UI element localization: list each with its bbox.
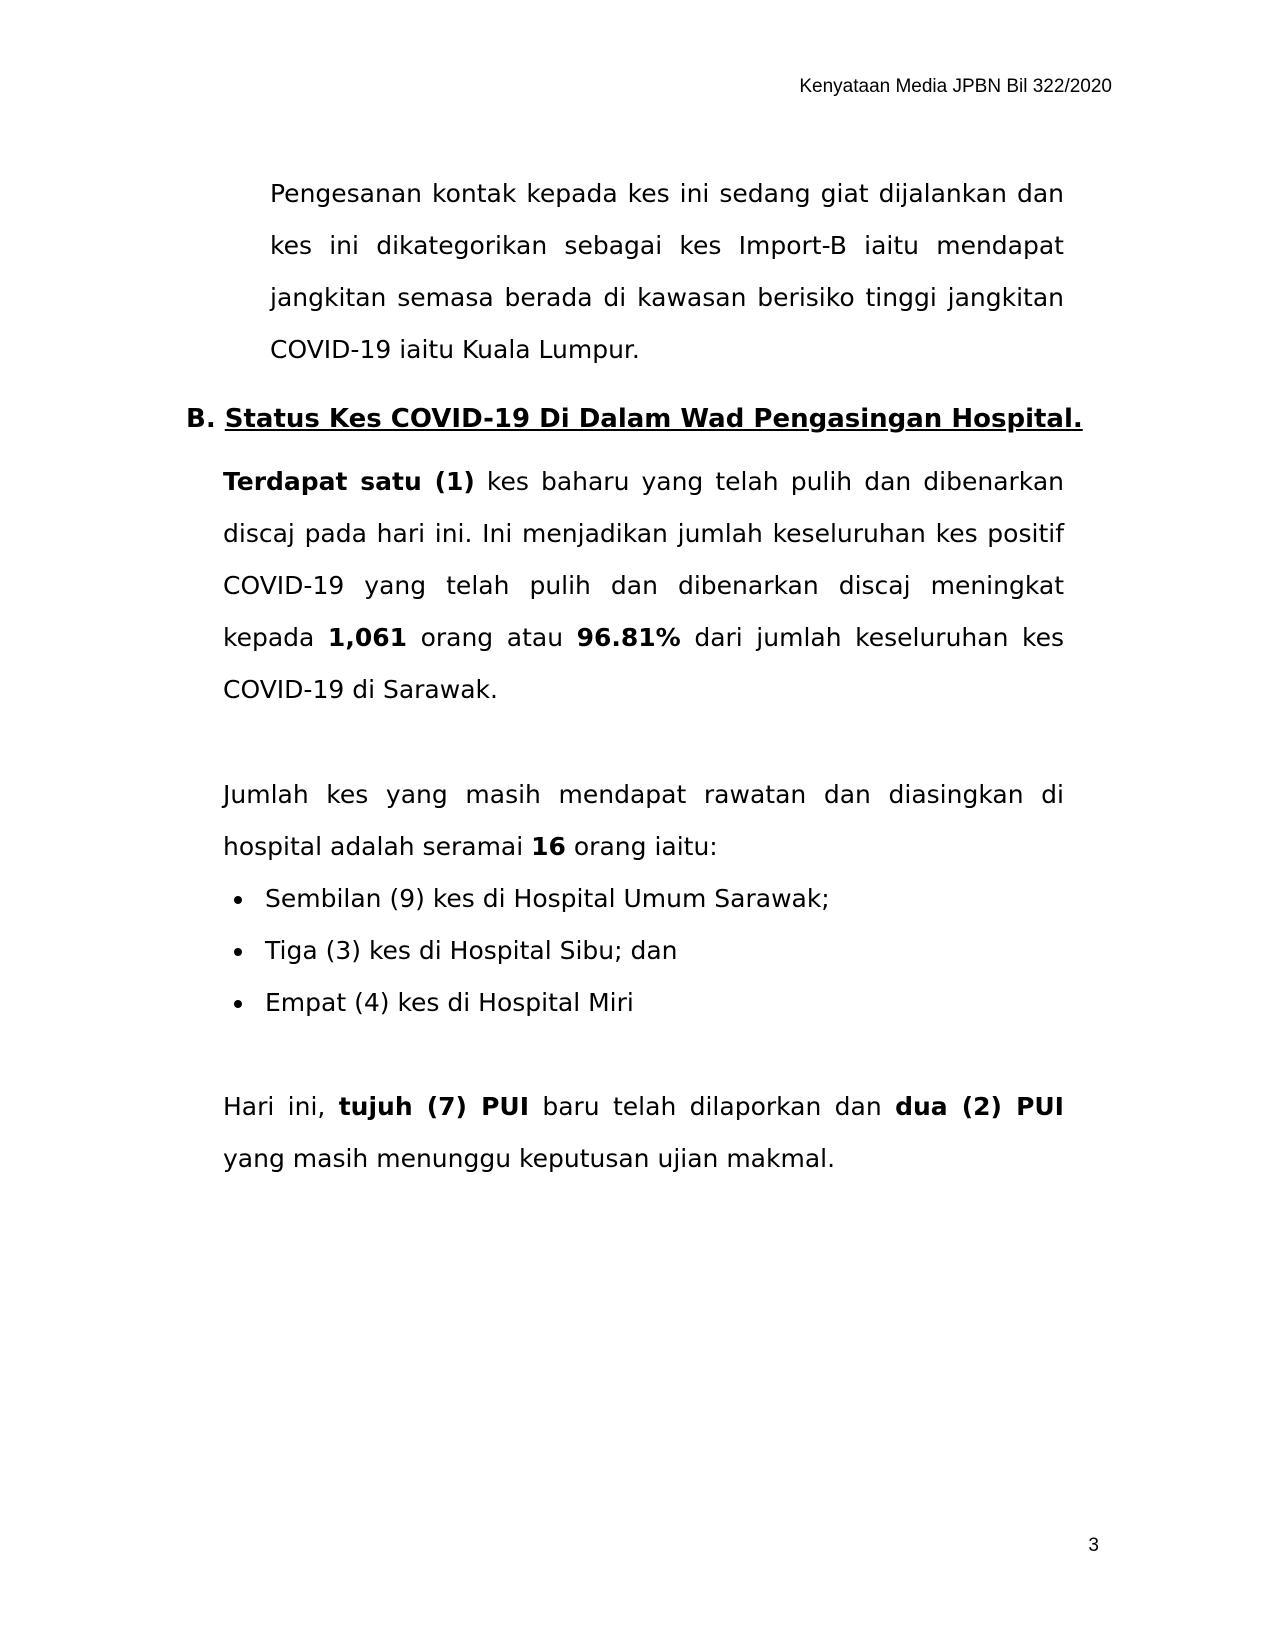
- bullet-icon: [234, 896, 242, 904]
- section-title: Status Kes COVID-19 Di Dalam Wad Pengasingan Hospital.: [224, 404, 1083, 434]
- paragraph-line: jangkitan semasa berada di kawasan berisiko tinggi jangkitan: [270, 283, 1064, 312]
- paragraph-line: Terdapat satu (1) kes baharu yang telah pulih dan dibenarkan: [223, 467, 1064, 496]
- section-marker: B.: [186, 404, 216, 434]
- paragraph-line: Pengesanan kontak kepada kes ini sedang giat dijalankan dan: [270, 179, 1064, 208]
- pending-pui-count: dua (2) PUI: [895, 1092, 1064, 1121]
- paragraph-line: hospital adalah seramai 16 orang iaitu:: [223, 832, 718, 861]
- paragraph-line: COVID-19 di Sarawak.: [223, 675, 498, 704]
- bullet-icon: [234, 948, 242, 956]
- list-item: Sembilan (9) kes di Hospital Umum Sarawak;: [223, 873, 830, 925]
- recovered-count: 1,061: [327, 623, 407, 652]
- paragraph-line: COVID-19 iaitu Kuala Lumpur.: [270, 335, 640, 364]
- paragraph-line: Jumlah kes yang masih mendapat rawatan dan diasingkan di: [223, 780, 1064, 809]
- list-item: Empat (4) kes di Hospital Miri: [223, 977, 830, 1029]
- contact-tracing-paragraph: [270, 168, 1064, 376]
- paragraph-line: COVID-19 yang telah pulih dan dibenarkan discaj meningkat: [223, 571, 1064, 600]
- paragraph-line: discaj pada hari ini. Ini menjadikan jumlah keseluruhan kes positif: [223, 519, 1064, 548]
- recovery-paragraph: [223, 456, 1064, 716]
- recovery-percentage: 96.81%: [576, 623, 681, 652]
- document-reference: Kenyataan Media JPBN Bil 322/2020: [799, 76, 1112, 97]
- hospital-case-list: [223, 873, 830, 1029]
- bullet-icon: [234, 1000, 242, 1008]
- section-b-heading: [186, 404, 1083, 434]
- paragraph-line: kepada 1,061 orang atau 96.81% dari jumlah keseluruhan kes: [223, 623, 1064, 652]
- list-item: Tiga (3) kes di Hospital Sibu; dan: [223, 925, 830, 977]
- new-pui-count: tujuh (7) PUI: [338, 1092, 529, 1121]
- active-case-count: 16: [531, 832, 566, 861]
- paragraph-line: yang masih menunggu keputusan ujian makmal.: [223, 1144, 836, 1173]
- bold-phrase: Terdapat satu (1): [223, 467, 475, 496]
- page-number: 3: [1088, 1535, 1099, 1556]
- paragraph-line: Hari ini, tujuh (7) PUI baru telah dilaporkan dan dua (2) PUI: [223, 1092, 1064, 1121]
- active-cases-paragraph: [223, 769, 1064, 873]
- paragraph-line: kes ini dikategorikan sebagai kes Import-B iaitu mendapat: [270, 231, 1064, 260]
- pui-paragraph: [223, 1081, 1064, 1185]
